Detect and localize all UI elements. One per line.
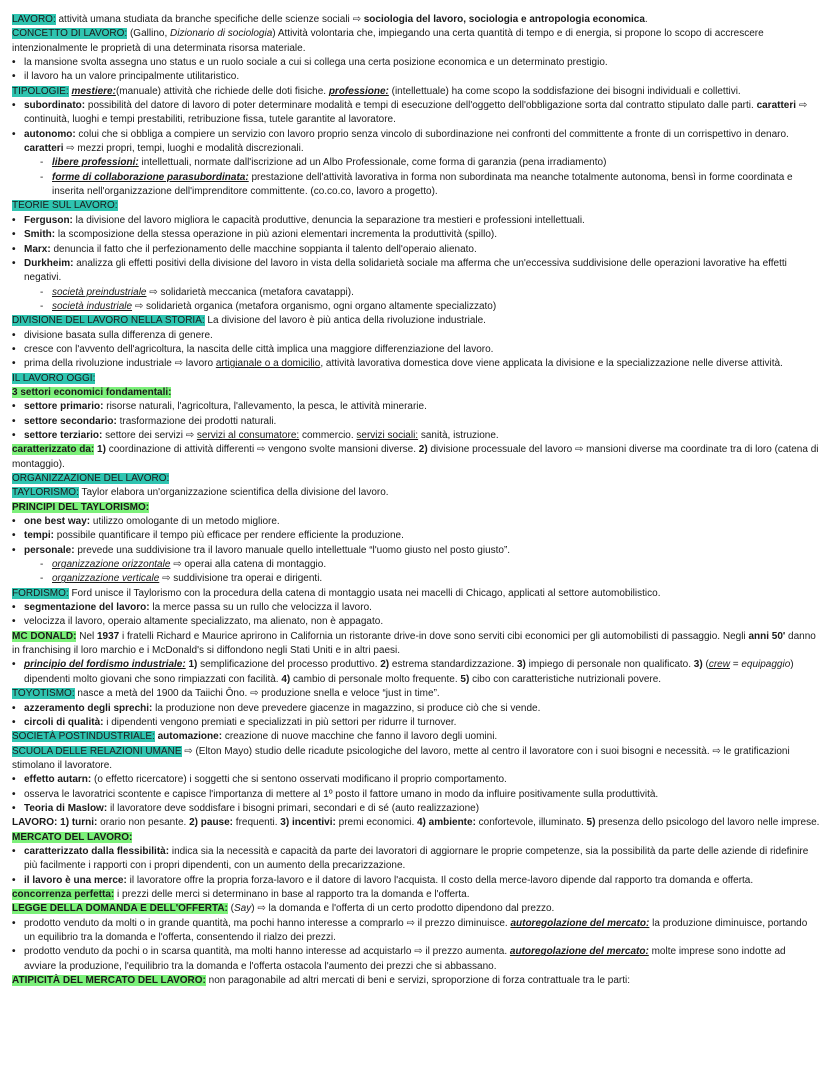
bullet-item <box>12 99 820 128</box>
text-segment: divisione basata sulla differenza di genere. <box>24 329 213 341</box>
text-segment: estrema standardizzazione. <box>389 659 517 671</box>
text-segment: intellettuali, normate dall'iscrizione ad un Albo Professionale, come forma di garanzia (pena irradiamento) <box>138 157 607 169</box>
text-segment: ) Attività volontaria che, impiegando una certa quantità di tempo e di energia, si propone lo scopo di accrescere intenzionalmente le proprietà di una determinata risorsa materiale. <box>12 28 764 54</box>
text-segment: presenza dello psicologo del lavoro nelle imprese. <box>595 817 820 829</box>
text-segment: servizi sociali: <box>356 429 419 441</box>
note-paragraph <box>12 587 820 601</box>
arrow-icon: ⇨ <box>134 300 144 312</box>
text-segment: organizzazione verticale <box>52 573 160 585</box>
text-segment: divisione processuale del lavoro <box>427 444 575 456</box>
text-segment: concorrenza perfetta: <box>12 888 115 900</box>
text-segment: il lavoratore offre la propria forza-lavoro e il datore di lavoro l'acquista. Il costo della merce-lavoro dipende dal rapporto tra domanda e offerta. <box>126 874 754 886</box>
arrow-icon: ⇨ <box>406 917 415 929</box>
arrow-icon: ⇨ <box>66 143 75 155</box>
text-segment: risorse naturali, l'agricoltura, l'allevamento, la pesca, le attività minerarie. <box>103 401 427 413</box>
text-segment: prodotto venduto da molti o in grande quantità, ma pochi hanno interesse a comprarlo <box>24 917 407 929</box>
text-segment: il prezzo diminuisce. <box>414 917 511 929</box>
note-paragraph <box>12 745 820 774</box>
text-segment: Dizionario di sociologia <box>170 28 273 40</box>
text-segment: coordinazione di attività differenti <box>105 444 257 456</box>
text-segment: creazione di nuove macchine che fanno il lavoro degli uomini. <box>222 731 498 743</box>
bullet-item <box>12 773 820 787</box>
text-segment: 3) <box>517 659 526 671</box>
text-segment: confortevole, illuminato. <box>475 817 587 829</box>
note-paragraph <box>12 501 820 515</box>
bullet-item <box>12 601 820 615</box>
text-segment: sanità, istruzione. <box>418 429 499 441</box>
text-segment: ) dipendenti molto giovani che sono rimpiazzati con facilità. <box>24 659 794 685</box>
text-segment: , attività lavorativa domestica dove viene applicata la divisione e la specializzazione nelle diverse attività. <box>320 358 783 370</box>
text-segment: DIVISIONE DEL LAVORO NELLA STORIA: <box>12 315 205 327</box>
text-segment: forme di collaborazione parasubordinata: <box>52 171 249 183</box>
note-paragraph <box>12 199 820 213</box>
text-segment: prestazione dell'attività lavorativa in forma non subordinata ma neanche totalmente autonoma, bensì in forme coordinata e inserita nell'organizzazione dell'imprenditore committente. (co.co.co, lavoro a progetto). <box>52 171 793 198</box>
text-segment: nasce a metà del 1900 da Taiichi Ōno. <box>74 688 251 700</box>
bullet-item <box>12 544 820 558</box>
note-paragraph <box>12 443 820 472</box>
text-segment: organizzazione orizzontale <box>52 559 171 571</box>
text-segment: società preindustriale <box>52 286 147 298</box>
bullet-item <box>12 329 820 343</box>
note-paragraph <box>12 472 820 486</box>
text-segment: PRINCIPI DEL TAYLORISMO: <box>12 501 150 513</box>
arrow-icon: ⇨ <box>574 444 584 456</box>
text-segment: ( <box>702 659 709 671</box>
text-segment: 1937 <box>97 630 120 642</box>
text-segment: one best way: <box>24 516 91 528</box>
text-segment: il lavoratore deve soddisfare i bisogni primari, secondari e di sé (auto realizzazione) <box>107 802 480 814</box>
text-segment: (Gallino, <box>127 28 170 40</box>
note-paragraph <box>12 314 820 328</box>
text-segment: danno in franchising il loro marchio e i McDonald's si diffondono negli Stati Uniti e in altri paesi. <box>12 630 816 657</box>
text-segment: la mansione svolta assegna uno status e un ruolo sociale a cui si collega una certa posizione economica e un determinato prestigio. <box>24 57 608 69</box>
text-segment: circoli di qualità: <box>24 716 104 728</box>
note-paragraph <box>12 630 820 659</box>
text-segment: principio del fordismo industriale: <box>24 659 186 671</box>
text-segment: 3 settori economici fondamentali: <box>12 386 172 398</box>
text-segment: mezzi propri, tempi, luoghi e modalità discrezionali. <box>74 143 304 155</box>
bullet-item <box>12 243 820 257</box>
text-segment: (Elton Mayo) studio delle ricadute psicologiche del lavoro, mette al centro il lavoratore con i suoi bisogni e necessità. <box>192 745 713 757</box>
text-segment: velocizza il lavoro, operaio altamente specializzato, ma alienato, non è appagato. <box>24 616 384 628</box>
text-segment: premi economici. <box>335 817 417 829</box>
text-segment: orario non pesante. <box>97 817 190 829</box>
text-segment: impiego di personale non qualificato. <box>525 659 694 671</box>
sub-item <box>12 300 820 314</box>
text-segment: 1) <box>97 444 106 456</box>
bullet-item <box>12 214 820 228</box>
text-segment: le gratificazioni stimolano il lavoratore. <box>12 745 790 771</box>
note-paragraph <box>12 13 820 27</box>
bullet-item <box>12 357 820 371</box>
text-segment: ORGANIZZAZIONE DEL LAVORO: <box>12 473 170 484</box>
note-paragraph <box>12 372 820 386</box>
text-segment: LAVORO: <box>12 817 58 829</box>
text-segment: Ford unisce il Taylorismo con la procedura della catena di montaggio usata nei macelli di Chicago, applicati al settore automobilistico. <box>68 587 661 599</box>
text-segment: crew <box>708 659 730 671</box>
text-segment: LEGGE DELLA DOMANDA E DELL'OFFERTA: <box>12 903 228 915</box>
note-paragraph <box>12 831 820 845</box>
text-segment: equipaggio <box>741 659 791 671</box>
text-segment: autoregolazione del mercato: <box>510 917 650 929</box>
text-segment: autonomo: <box>24 128 76 140</box>
text-segment: cambio di personale molto frequente. <box>290 673 461 685</box>
text-segment: settore dei servizi <box>102 429 186 441</box>
bullet-item <box>12 788 820 802</box>
text-segment: (manuale) attività che richiede delle doti fisiche. <box>115 85 329 97</box>
text-segment: azzeramento degli sprechi: <box>24 702 153 714</box>
text-segment: attività umana studiata da branche specifiche delle scienze sociali <box>55 14 353 25</box>
text-segment: Smith: <box>24 229 56 241</box>
text-segment: prevede una suddivisione tra il lavoro manuale quello intellettuale “l'uomo giusto nel posto giusto”. <box>74 544 511 556</box>
bullet-item <box>12 400 820 414</box>
arrow-icon: ⇨ <box>185 429 195 441</box>
text-segment: analizza gli effetti positivi della divisione del lavoro in vista della solidarietà sociale ma afferma che un'eccessiva suddivisione delle operazioni lavorative ha effetti negativi. <box>24 257 787 284</box>
text-segment: sociologia del lavoro, sociologia e antropologia economica <box>360 14 645 25</box>
text-segment: commercio. <box>299 429 357 441</box>
bullet-item <box>12 716 820 730</box>
note-paragraph <box>12 687 820 701</box>
text-segment: possibilità del datore di lavoro di poter determinare modalità e tempi di esecuzione dell'oggetto dell'obbligazione sorta dal contratto stipulato dalle parti. <box>85 100 757 112</box>
text-segment: la merce passa su un rullo che velocizza il lavoro. <box>149 602 372 614</box>
text-segment: suddivisione tra operai e dirigenti. <box>170 573 323 585</box>
bullet-item <box>12 429 820 443</box>
text-segment: artigianale o a domicilio <box>215 358 321 370</box>
sub-item <box>12 558 820 572</box>
text-segment: tempi: <box>24 530 54 542</box>
arrow-icon: ⇨ <box>257 903 266 915</box>
text-segment: 5) <box>586 817 596 829</box>
text-segment: professione: <box>328 85 389 97</box>
text-segment: lavoro <box>183 358 216 370</box>
text-segment: 3) incentivi: <box>280 817 336 829</box>
sub-item <box>12 171 820 200</box>
text-segment: 2) <box>418 444 428 456</box>
text-segment: osserva le lavoratrici scontente e capisce l'importanza di mettere al 1º posto il fattore umano in modo da influire positivamente sulla produttività. <box>24 788 659 800</box>
text-segment: il lavoro è una merce: <box>24 874 127 886</box>
text-segment: TOYOTISMO: <box>12 688 75 700</box>
text-segment: MERCATO DEL LAVORO: <box>12 831 133 843</box>
sub-item <box>12 572 820 586</box>
text-segment: mansioni diverse ma coordinate tra di loro (catena di montaggio). <box>12 444 819 470</box>
text-segment: FORDISMO: <box>12 587 69 599</box>
text-segment: semplificazione del processo produttivo. <box>197 659 381 671</box>
text-segment: Durkheim: <box>24 257 74 269</box>
text-segment: denuncia il fatto che il perfezionamento delle macchine soppianta il talento dell'operaio alienato. <box>50 243 477 255</box>
text-segment: 4) ambiente: <box>417 817 476 829</box>
text-segment: il prezzo aumenta. <box>422 946 510 958</box>
text-segment: ATIPICITÀ DEL MERCATO DEL LAVORO: <box>12 975 206 987</box>
note-paragraph <box>12 386 820 400</box>
text-segment: Taylor elabora un'organizzazione scientifica della divisione del lavoro. <box>78 487 389 499</box>
text-segment: MC DONALD: <box>12 630 77 642</box>
text-segment: il lavoro ha un valore principalmente utilitaristico. <box>24 71 240 83</box>
bullet-item <box>12 515 820 529</box>
bullet-item <box>12 874 820 888</box>
bullet-item <box>12 128 820 157</box>
bullet-item <box>12 343 820 357</box>
text-segment: vengono svolte mansioni diverse. <box>265 444 419 456</box>
sub-item <box>12 156 820 170</box>
text-segment: colui che si obbliga a compiere un servizio con lavoro proprio senza vincolo di subordinazione nei confronti del committente a fronte di un corrispettivo in denaro. <box>75 128 789 140</box>
text-segment: caratteri <box>756 100 797 112</box>
note-paragraph <box>12 816 820 830</box>
text-segment: trasformazione dei prodotti naturali. <box>116 415 277 427</box>
text-segment: . <box>644 14 648 25</box>
bullet-item <box>12 845 820 874</box>
text-segment: LAVORO: <box>12 14 56 25</box>
note-paragraph <box>12 486 820 500</box>
text-segment: libere professioni: <box>52 157 139 169</box>
text-segment: società industriale <box>52 300 133 312</box>
text-segment: la produzione diminuisce, portando un equilibrio tra la domanda e l'offerta, consentendo il rialzo dei prezzi. <box>24 917 808 943</box>
text-segment: la domanda e l'offerta di un certo prodotto dipendono dal prezzo. <box>265 903 555 915</box>
arrow-icon: ⇨ <box>174 358 184 370</box>
text-segment: Teoria di Maslow: <box>24 802 108 814</box>
text-segment: TEORIE SUL LAVORO: <box>12 200 118 212</box>
text-segment: Nel <box>76 630 97 642</box>
text-segment: molte imprese sono indotte ad avviare la produzione, l'equilibrio tra la domanda e l'offerta ostacola l'aumento dei prezzi che si abbassano. <box>24 946 786 972</box>
text-segment: caratteri <box>24 143 64 155</box>
arrow-icon: ⇨ <box>256 444 266 456</box>
bullet-item <box>12 70 820 84</box>
text-segment: i dipendenti vengono premiati e specializzati in più settori per ridurre il turnover. <box>103 716 457 728</box>
text-segment: solidarietà meccanica (metafora cavatappi). <box>157 286 354 298</box>
arrow-icon: ⇨ <box>798 100 808 112</box>
text-segment: servizi al consumatore: <box>196 429 300 441</box>
text-segment: continuità, luoghi e tempi prestabiliti, retribuzione fissa, tutele garantite al lavoratore. <box>24 114 396 126</box>
text-segment: settore primario: <box>24 401 104 413</box>
text-segment: produzione snella e veloce “just in time”. <box>258 688 440 700</box>
text-segment: frequenti. <box>233 817 281 829</box>
sub-item <box>12 286 820 300</box>
note-paragraph <box>12 27 820 56</box>
text-segment: mestiere: <box>71 85 116 97</box>
arrow-icon: ⇨ <box>712 745 721 757</box>
text-segment: ) <box>251 903 258 915</box>
text-segment: 2) <box>380 659 390 671</box>
text-segment: la scomposizione della stessa operazione in più azioni elementari incrementa la produttività (spillo). <box>55 229 498 241</box>
text-segment: SOCIETÀ POSTINDUSTRIALE: <box>12 731 155 743</box>
text-segment: cresce con l'avvento dell'agricoltura, la nascita delle città implica una maggiore differenziazione del lavoro. <box>24 343 494 355</box>
text-segment: 4) <box>281 673 291 685</box>
text-segment: indica sia la necessità e capacità da parte dei lavoratori di aggiornare le proprie competenze, sia la possibilità da parte delle aziende di ridefinire più facilmente i rapporti con i propri dipendenti, con un aumento della precarizzazione. <box>24 845 809 872</box>
text-segment: la produzione non deve prevedere giacenze in magazzino, si produce ciò che si vende. <box>152 702 541 714</box>
text-segment: (o effetto ricercatore) i soggetti che si sentono osservati modificano il proprio comportamento. <box>91 774 507 786</box>
arrow-icon: ⇨ <box>162 573 171 585</box>
text-segment: Ferguson: <box>24 214 73 226</box>
bullet-item <box>12 257 820 286</box>
bullet-item <box>12 529 820 543</box>
text-segment: IL LAVORO OGGI: <box>12 372 96 384</box>
text-segment: effetto autarn: <box>24 774 92 786</box>
arrow-icon: ⇨ <box>149 286 158 298</box>
bullet-item <box>12 702 820 716</box>
bullet-item <box>12 917 820 946</box>
text-segment: caratterizzato dalla flessibilità: <box>24 845 170 857</box>
text-segment: = <box>729 659 742 671</box>
text-segment: settore secondario: <box>24 415 117 427</box>
text-segment: subordinato: <box>24 100 86 112</box>
text-segment: utilizzo omologante di un metodo migliore. <box>90 516 280 528</box>
text-segment: 5) <box>460 673 470 685</box>
text-segment: non paragonabile ad altri mercati di beni e servizi, sproporzione di forza contrattuale tra le parti: <box>205 975 631 987</box>
text-segment: personale: <box>24 544 75 556</box>
text-segment: operai alla catena di montaggio. <box>181 559 327 571</box>
text-segment: La divisione del lavoro è più antica della rivoluzione industriale. <box>204 315 486 327</box>
note-paragraph <box>12 888 820 902</box>
text-segment: segmentazione del lavoro: <box>24 602 150 614</box>
bullet-item <box>12 658 820 687</box>
text-segment: 3) <box>693 659 703 671</box>
arrow-icon: ⇨ <box>250 688 259 700</box>
text-segment: i prezzi delle merci si determinano in base al rapporto tra la domanda e l'offerta. <box>114 888 470 900</box>
text-segment: CONCETTO DI LAVORO: <box>12 28 128 40</box>
text-segment: settore terziario: <box>24 429 103 441</box>
bullet-item <box>12 56 820 70</box>
text-segment: prima della rivoluzione industriale <box>24 358 175 370</box>
note-paragraph <box>12 902 820 916</box>
text-segment: SCUOLA DELLE RELAZIONI UMANE <box>12 745 182 757</box>
text-segment: solidarietà organica (metafora organismo, ogni organo altamente specializzato) <box>143 300 497 312</box>
text-segment: (intellettuale) ha come scopo la soddisfazione dei bisogni individuali e collettivi. <box>388 85 741 97</box>
text-segment: autoregolazione del mercato: <box>509 946 649 958</box>
text-segment: 1) turni: <box>60 817 98 829</box>
arrow-icon: ⇨ <box>184 745 193 757</box>
text-segment: automazione: <box>157 731 223 743</box>
text-segment: TAYLORISMO: <box>12 487 79 499</box>
text-segment: anni 50' <box>748 630 786 642</box>
text-segment: i fratelli Richard e Maurice aprirono in California un ristorante drive-in dove sono serviti cibi economici per gli automobilisti di passaggio. Negli <box>119 630 749 642</box>
bullet-item <box>12 615 820 629</box>
text-segment: TIPOLOGIE: <box>12 85 69 97</box>
note-paragraph <box>12 730 820 744</box>
arrow-icon: ⇨ <box>352 14 361 25</box>
text-segment: Marx: <box>24 243 51 255</box>
bullet-item <box>12 802 820 816</box>
bullet-item <box>12 415 820 429</box>
arrow-icon: ⇨ <box>414 946 423 958</box>
text-segment: 2) pause: <box>189 817 234 829</box>
text-segment: prodotto venduto da pochi o in scarsa quantità, ma molti hanno interesse ad acquistarlo <box>24 946 415 958</box>
text-segment: Say <box>234 903 252 915</box>
bullet-item <box>12 945 820 974</box>
note-paragraph <box>12 974 820 988</box>
arrow-icon: ⇨ <box>173 559 182 571</box>
text-segment: ( <box>227 903 234 915</box>
text-segment: cibo con caratteristiche nutrizionali povere. <box>469 673 662 685</box>
text-segment: caratterizzato da: <box>12 444 95 456</box>
text-segment: possibile quantificare il tempo più efficace per rendere efficiente la produzione. <box>54 530 404 542</box>
text-segment: 1) <box>188 659 198 671</box>
text-segment: la divisione del lavoro migliora le capacità produttive, denuncia la separazione tra mestieri e professioni intellettuali. <box>72 214 585 226</box>
bullet-item <box>12 228 820 242</box>
note-paragraph <box>12 85 820 99</box>
